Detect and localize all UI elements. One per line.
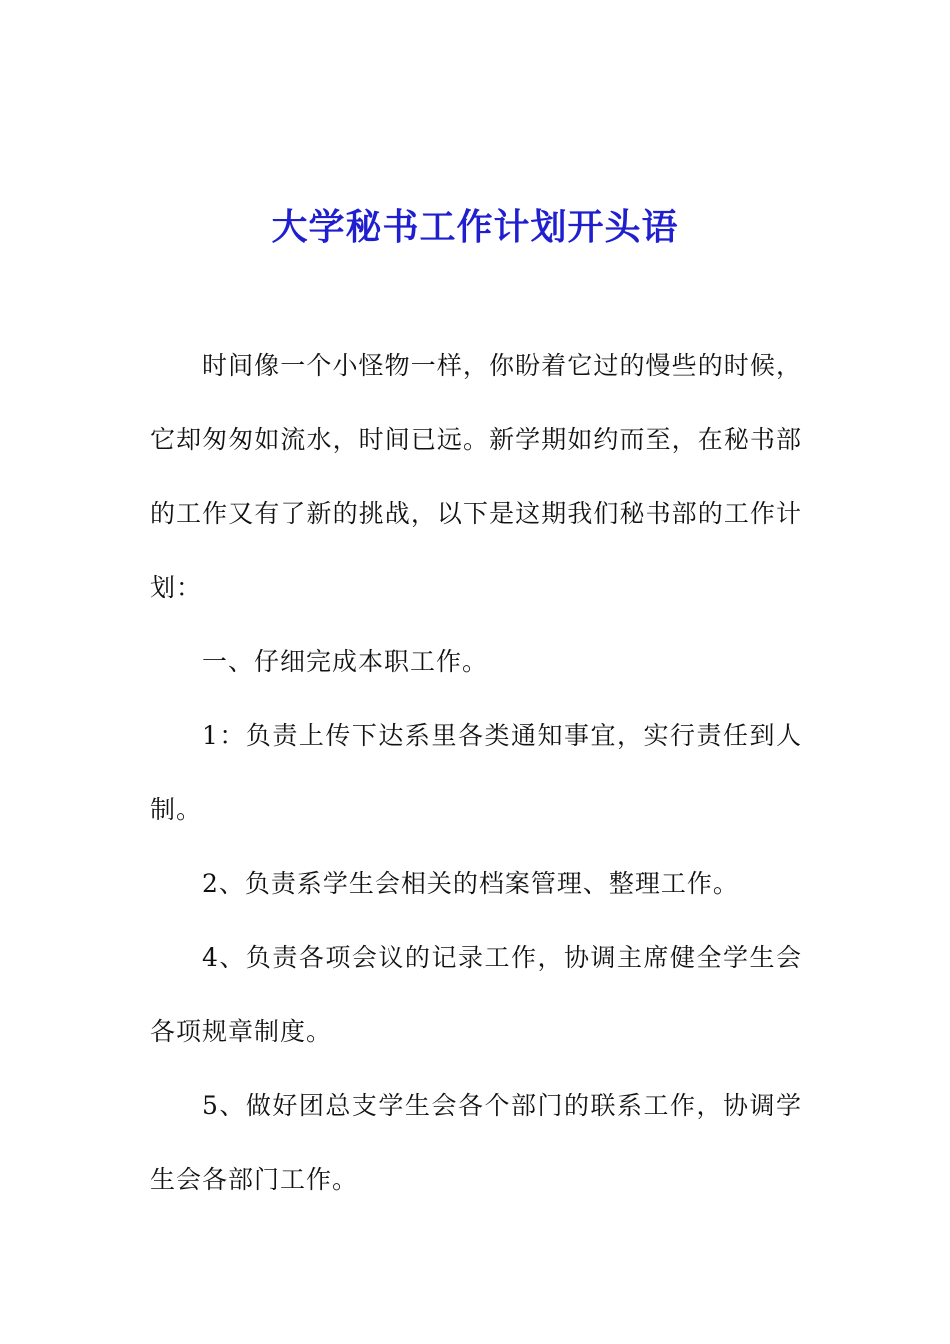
intro-paragraph: 时间像一个小怪物一样，你盼着它过的慢些的时候，它却匆匆如流水，时间已远。新学期如约而至，在秘书部的工作又有了新的挑战，以下是这期我们秘书部的工作计划： xyxy=(150,351,802,602)
section-heading-1: 一、仔细完成本职工作。 xyxy=(202,647,489,676)
list-item-4: 4、负责各项会议的记录工作，协调主席健全学生会各项规章制度。 xyxy=(150,943,802,1046)
document-body xyxy=(150,329,802,1217)
list-item-5: 5、做好团总支学生会各个部门的联系工作，协调学生会各部门工作。 xyxy=(150,1091,802,1194)
list-item-2: 2、负责系学生会相关的档案管理、整理工作。 xyxy=(202,869,739,898)
list-item-1: 1：负责上传下达系里各类通知事宜，实行责任到人制。 xyxy=(150,721,802,824)
document-title: 大学秘书工作计划开头语 xyxy=(271,206,679,249)
